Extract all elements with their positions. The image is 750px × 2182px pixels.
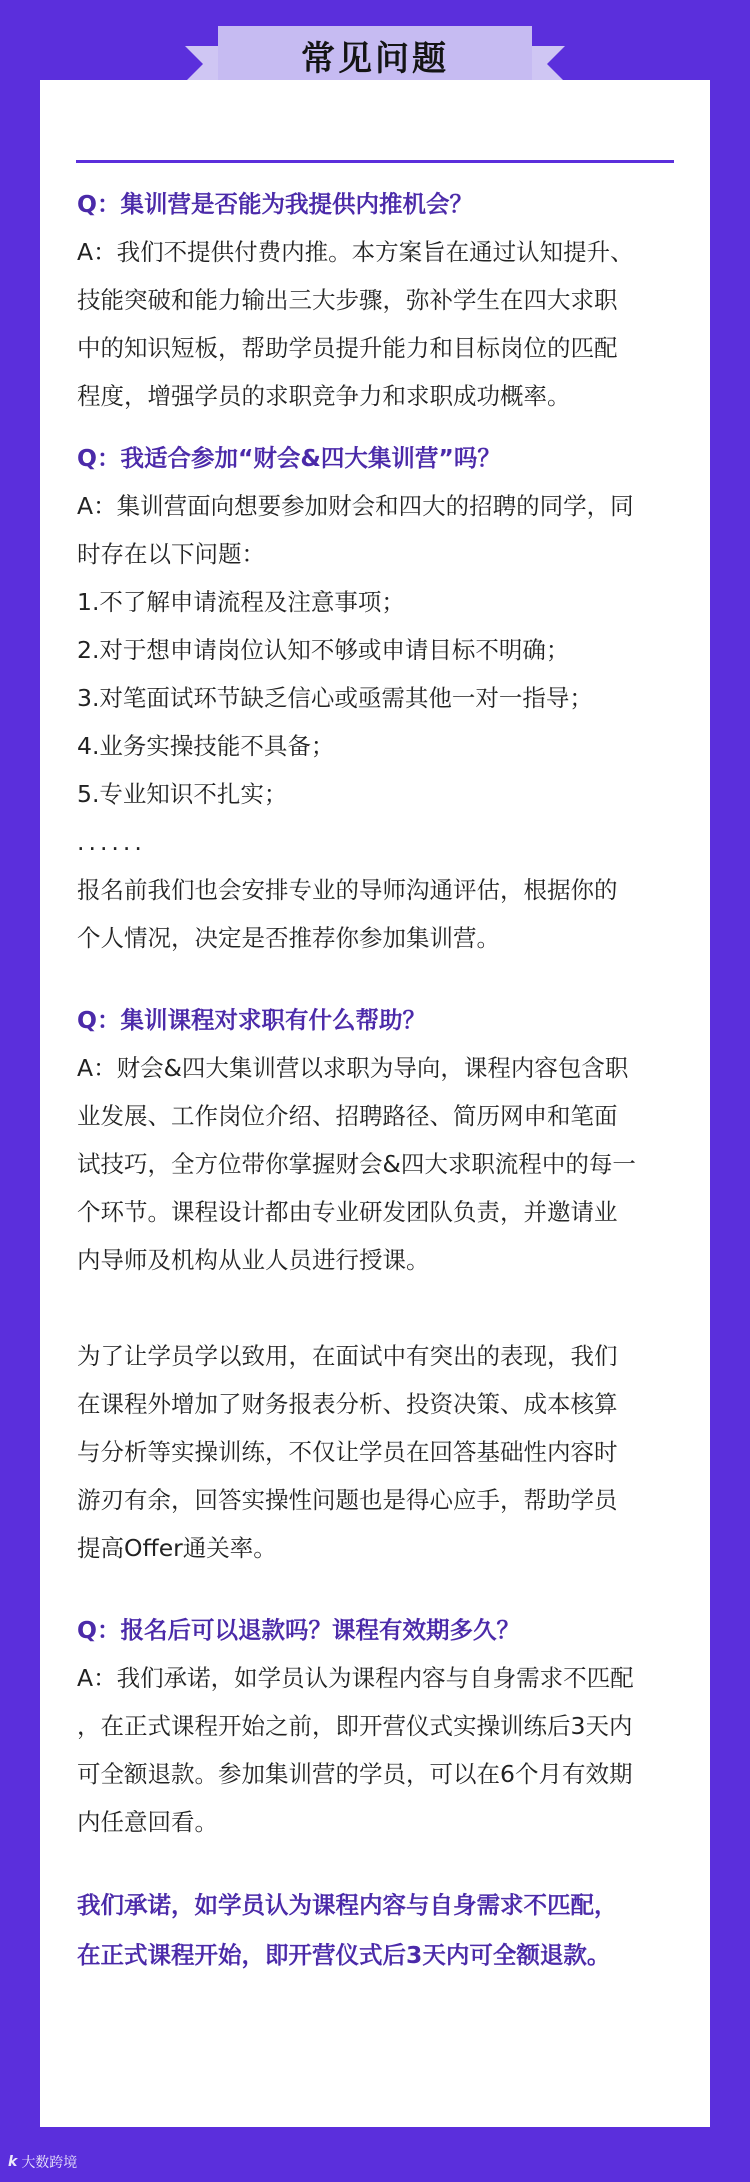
brand-name: 大数跨境 xyxy=(21,2155,78,2171)
faq-item xyxy=(77,434,674,962)
faq-item xyxy=(77,996,674,1572)
answer-line: 可全额退款。参加集训营的学员，可以在6个月有效期 xyxy=(77,1760,633,1788)
answer-line: 提高Offer通关率。 xyxy=(77,1534,277,1562)
faq-content xyxy=(77,180,674,1980)
answer-line: 个环节。课程设计都由专业研发团队负责，并邀请业 xyxy=(77,1198,618,1226)
answer-line: 在课程外增加了财务报表分析、投资决策、成本核算 xyxy=(77,1390,618,1418)
answer-line: 中的知识短板，帮助学员提升能力和目标岗位的匹配 xyxy=(77,334,618,362)
faq-question: Q：集训营是否能为我提供内推机会？ xyxy=(77,190,473,218)
watermark xyxy=(8,2152,77,2172)
list-item: 4.业务实操技能不具备； xyxy=(77,732,335,760)
list-ellipsis: ...... xyxy=(77,828,146,856)
answer-line: A：财会&四大集训营以求职为导向，课程内容包含职 xyxy=(77,1054,629,1082)
answer-line: A：我们不提供付费内推。本方案旨在通过认知提升、 xyxy=(77,238,634,266)
banner-label-box xyxy=(218,26,532,84)
list-item: 1.不了解申请流程及注意事项； xyxy=(77,588,405,616)
answer-line: ，在正式课程开始之前，即开营仪式实操训练后3天内 xyxy=(77,1712,633,1740)
answer-line: 与分析等实操训练，不仅让学员在回答基础性内容时 xyxy=(77,1438,618,1466)
list-item: 2.对于想申请岗位认知不够或申请目标不明确； xyxy=(77,636,570,664)
list-item: 5.专业知识不扎实； xyxy=(77,780,288,808)
answer-line: A：集训营面向想要参加财会和四大的招聘的同学，同 xyxy=(77,492,634,520)
faq-card xyxy=(40,80,710,2127)
closing-line: 在正式课程开始，即开营仪式后3天内可全额退款。 xyxy=(77,1941,611,1969)
page-title: 常见问题 xyxy=(301,38,449,79)
faq-item xyxy=(77,180,674,420)
answer-line: 业发展、工作岗位介绍、招聘路径、简历网申和笔面 xyxy=(77,1102,618,1130)
closing-line: 我们承诺，如学员认为课程内容与自身需求不匹配， xyxy=(77,1891,618,1919)
answer-line: 游刃有余，回答实操性问题也是得心应手，帮助学员 xyxy=(77,1486,618,1514)
answer-line: 时存在以下问题： xyxy=(77,540,265,568)
list-item: 3.对笔面试环节缺乏信心或亟需其他一对一指导； xyxy=(77,684,593,712)
answer-line: 为了让学员学以致用，在面试中有突出的表现，我们 xyxy=(77,1342,618,1370)
faq-question: Q：集训课程对求职有什么帮助？ xyxy=(77,1006,426,1034)
brand-logo-icon: k xyxy=(8,2154,18,2170)
faq-question: Q：报名后可以退款吗？课程有效期多久？ xyxy=(77,1616,520,1644)
answer-line: 程度，增强学员的求职竞争力和求职成功概率。 xyxy=(77,382,571,410)
answer-line: 试技巧，全方位带你掌握财会&四大求职流程中的每一 xyxy=(77,1150,636,1178)
answer-line: 技能突破和能力输出三大步骤，弥补学生在四大求职 xyxy=(77,286,618,314)
answer-line: 报名前我们也会安排专业的导师沟通评估，根据你的 xyxy=(77,876,618,904)
answer-line: 个人情况，决定是否推荐你参加集训营。 xyxy=(77,924,500,952)
faq-item xyxy=(77,1606,674,1846)
answer-line: A：我们承诺，如学员认为课程内容与自身需求不匹配 xyxy=(77,1664,634,1692)
answer-line: 内导师及机构从业人员进行授课。 xyxy=(77,1246,430,1274)
faq-question: Q：我适合参加“财会&四大集训营”吗？ xyxy=(77,444,501,472)
closing-statement xyxy=(77,1880,674,1980)
divider xyxy=(76,160,674,163)
answer-line: 内任意回看。 xyxy=(77,1808,218,1836)
